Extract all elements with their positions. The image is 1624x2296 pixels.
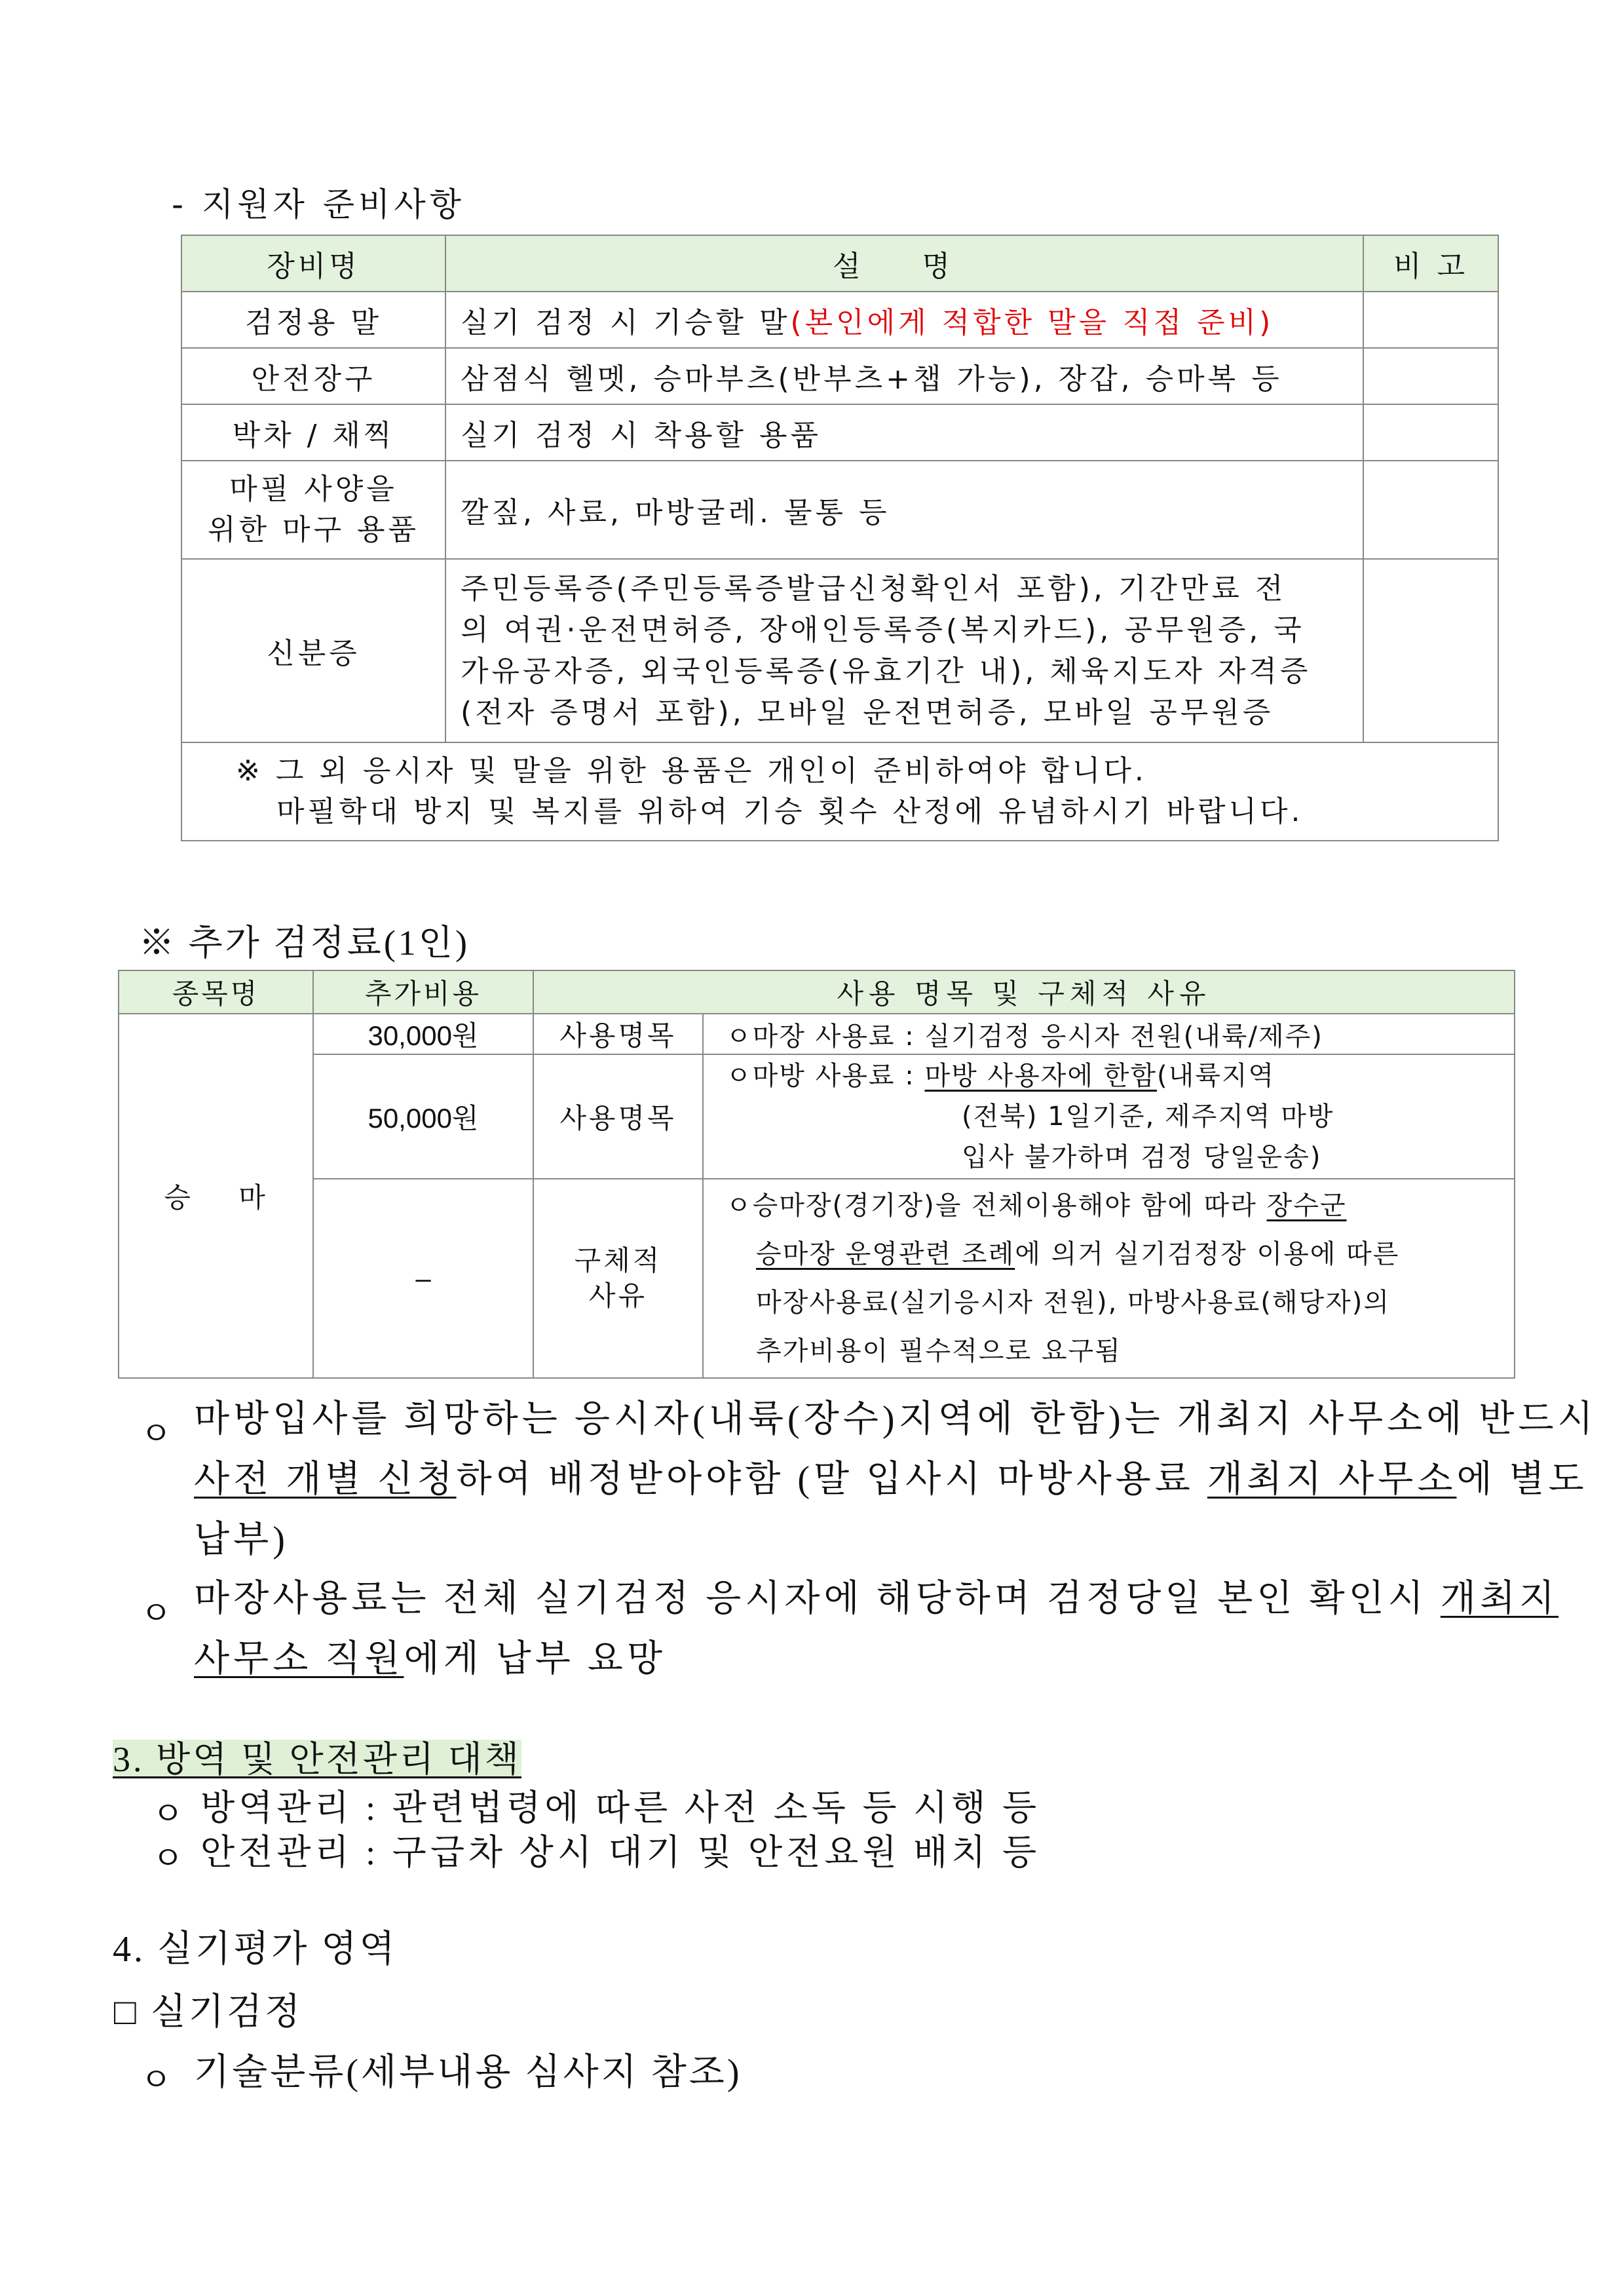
prep-row-note	[1363, 559, 1498, 742]
fee-row	[119, 1054, 1515, 1179]
prep-row-note	[1363, 404, 1498, 461]
fee-row-cost: 50,000원	[313, 1054, 533, 1179]
prep-table	[181, 235, 1499, 841]
prep-row-desc: 주민등록증(주민등록증발급신청확인서 포함), 기간만료 전 의 여권·운전면허증, 장애인등록증(복지카드), 공무원증, 국 가유공자증, 외국인등록증(유효기간 내), 체육지도자 자격증 (전자 증명서 포함), 모바일 운전면허증, 모바일 공무원증	[445, 559, 1363, 742]
prep-row	[181, 292, 1498, 348]
paragraph-arena-fee: 마장사용료는 전체 실기검정 응시자에 해당하며 검정당일 본인 확인시 개최지 사무소 직원에게 납부 요망	[194, 1578, 1559, 1679]
prep-row-desc-highlight: (본인에게 적합한 말을 직접 준비)	[790, 306, 1274, 339]
prep-footnote: ※ 그 외 응시자 및 말을 위한 용품은 개인이 준비하여야 합니다. 마필학대 방지 및 복지를 위하여 기승 횟수 산정에 유념하시기 바랍니다.	[181, 742, 1498, 841]
prep-row	[181, 461, 1498, 559]
prep-row-desc: 삼점식 헬멧, 승마부츠(반부츠+챕 가능), 장갑, 승마복 등	[445, 348, 1363, 404]
bullet-icon: ㅇ	[140, 1595, 172, 1632]
fee-table	[118, 970, 1515, 1379]
prep-row-name: 박차 / 채찍	[181, 404, 445, 461]
prep-footnote-row	[181, 742, 1498, 841]
bullet-icon: ㅇ	[152, 1840, 184, 1877]
prep-row-desc: 실기 검정 시 기승할 말(본인에게 적합한 말을 직접 준비)	[445, 292, 1363, 348]
prep-row-desc: 깔짚, 사료, 마방굴레. 물통 등	[445, 461, 1363, 559]
fee-row-cost: –	[313, 1179, 533, 1378]
prep-header-row	[181, 235, 1498, 292]
prep-row-name: 검정용 말	[181, 292, 445, 348]
fee-header-row	[119, 970, 1515, 1014]
section-3-item: 안전관리 : 구급차 상시 대기 및 안전요원 배치 등	[200, 1833, 1041, 1872]
fee-header-cost: 추가비용	[313, 970, 533, 1014]
prep-row-desc: 실기 검정 시 착용할 용품	[445, 404, 1363, 461]
section-4-subheading: □ 실기검정	[114, 1992, 303, 2033]
fee-row-detail: ㅇ마장 사용료 : 실기검정 응시자 전원(내륙/제주)	[703, 1014, 1515, 1054]
section-3-item: 방역관리 : 관련법령에 따른 사전 소독 등 시행 등	[200, 1788, 1041, 1827]
fee-row-label: 사용명목	[533, 1014, 703, 1054]
prep-row-note	[1363, 461, 1498, 559]
fee-row-detail: ㅇ승마장(경기장)을 전체이용해야 함에 따라 장수군 승마장 운영관련 조례에 의거 실기검정장 이용에 따른 마장사용료(실기응시자 전원), 마방사용료(해당자)의 추가비용이 필수적으로 요구됨	[703, 1179, 1515, 1378]
fee-row	[119, 1014, 1515, 1054]
bullet-icon: ㅇ	[140, 2061, 172, 2098]
paragraph-stall-application: 마방입사를 희망하는 응시자(내륙(장수)지역에 한함)는 개최지 사무소에 반드시 사전 개별 신청하여 배정받아야함 (말 입사시 마방사용료 개최지 사무소에 별도 납부)	[194, 1399, 1597, 1560]
fee-row-label: 구체적 사유	[533, 1179, 703, 1378]
prep-header-name: 장비명	[181, 235, 445, 292]
prep-row-name: 신분증	[181, 559, 445, 742]
fee-row	[119, 1179, 1515, 1378]
prep-row-name: 마필 사양을 위한 마구 용품	[181, 461, 445, 559]
section-4-item: 기술분류(세부내용 심사지 참조)	[194, 2052, 742, 2093]
fee-row-cost: 30,000원	[313, 1014, 533, 1054]
prep-section-title: - 지원자 준비사항	[172, 185, 465, 223]
prep-header-note: 비 고	[1363, 235, 1498, 292]
fee-row-detail: ㅇ마방 사용료 : 마방 사용자에 한함(내륙지역 (전북) 1일기준, 제주지역 마방 입사 불가하며 검정 당일운송)	[703, 1054, 1515, 1179]
checkbox-icon: □	[114, 1992, 139, 2033]
prep-row-note	[1363, 348, 1498, 404]
prep-row-name: 안전장구	[181, 348, 445, 404]
prep-row	[181, 348, 1498, 404]
prep-row	[181, 404, 1498, 461]
prep-header-desc: 설 명	[445, 235, 1363, 292]
prep-row-note	[1363, 292, 1498, 348]
bullet-icon: ㅇ	[152, 1795, 184, 1832]
prep-row	[181, 559, 1498, 742]
section-3-heading: 3. 방역 및 안전관리 대책	[113, 1740, 521, 1779]
fee-header-event: 종목명	[119, 970, 313, 1014]
bullet-icon: ㅇ	[140, 1415, 172, 1452]
fee-row-label: 사용명목	[533, 1054, 703, 1179]
fee-event-name: 승 마	[119, 1014, 313, 1378]
section-4-heading: 4. 실기평가 영역	[113, 1929, 398, 1970]
fee-header-detail: 사용 명목 및 구체적 사유	[533, 970, 1515, 1014]
fee-section-title: ※ 추가 검정료(1인)	[139, 923, 470, 963]
